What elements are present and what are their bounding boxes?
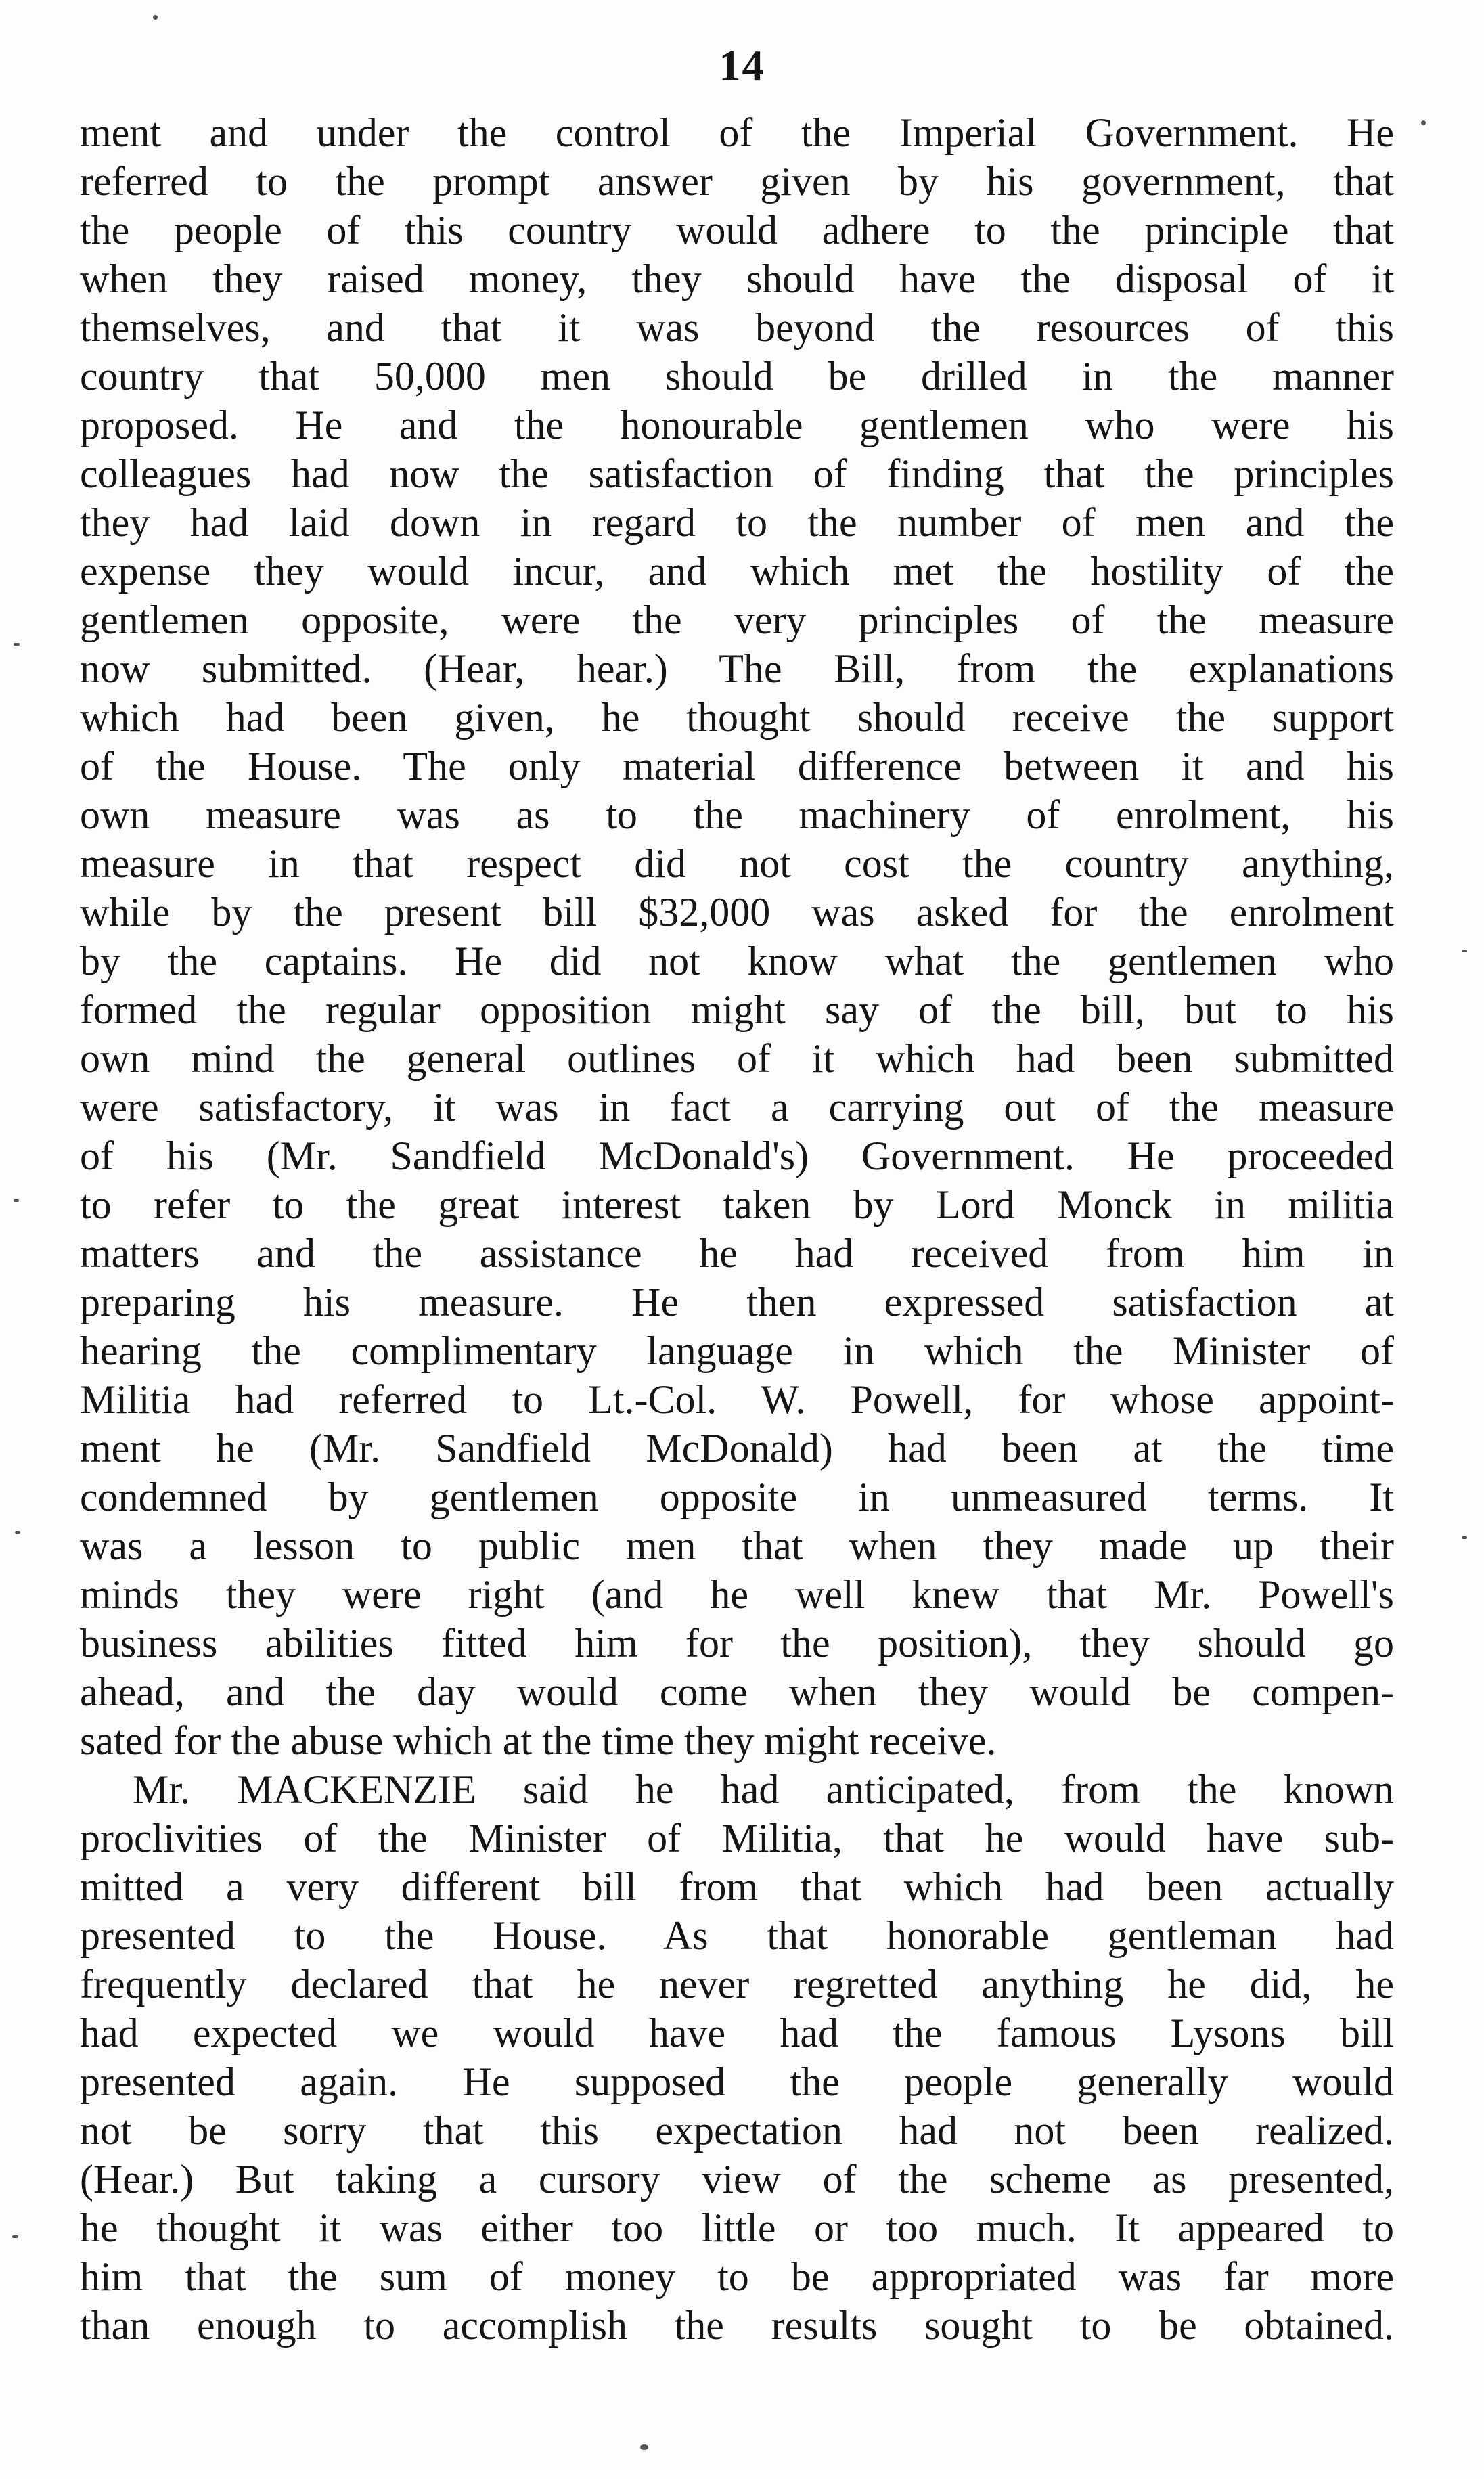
- text-line: by the captains. He did not know what the gentlemen who: [80, 939, 1394, 983]
- text-line: condemned by gentlemen opposite in unmeasured terms. It: [80, 1475, 1394, 1519]
- scan-speck: [640, 2444, 648, 2450]
- text-line: ment and under the control of the Imperial Government. He: [80, 110, 1394, 155]
- paragraph-militia-debate: [80, 108, 1394, 1765]
- text-line: proposed. He and the honourable gentlemen who were his: [80, 403, 1394, 447]
- scan-speck: [12, 2235, 18, 2238]
- scan-speck: [1462, 1536, 1467, 1539]
- text-line: presented again. He supposed the people generally would: [80, 2059, 1394, 2104]
- text-line: ment he (Mr. Sandfield McDonald) had been at the time: [80, 1426, 1394, 1471]
- text-line: expense they would incur, and which met the hostility of the: [80, 549, 1394, 594]
- text-line: of the House. The only material difference between it and his: [80, 744, 1394, 788]
- text-line: presented to the House. As that honorable gentleman had: [80, 1913, 1394, 1958]
- text-line: (Hear.) But taking a cursory view of the scheme as presented,: [80, 2157, 1394, 2202]
- text-line: not be sorry that this expectation had not been realized.: [80, 2108, 1394, 2153]
- text-line: own mind the general outlines of it which had been submitted: [80, 1036, 1394, 1081]
- text-line: while by the present bill $32,000 was asked for the enrolment: [80, 890, 1394, 935]
- text-line: they had laid down in regard to the number of men and the: [80, 500, 1394, 545]
- text-line: minds they were right (and he well knew that Mr. Powell's: [80, 1572, 1394, 1617]
- text-line: own measure was as to the machinery of enrolment, his: [80, 792, 1394, 837]
- text-line: were satisfactory, it was in fact a carrying out of the measure: [80, 1085, 1394, 1130]
- scan-speck: [15, 1531, 20, 1534]
- scan-speck: [14, 1199, 19, 1202]
- text-line: preparing his measure. He then expressed satisfaction at: [80, 1280, 1394, 1324]
- text-line: he thought it was either too little or too much. It appeared to: [80, 2206, 1394, 2250]
- text-line: frequently declared that he never regretted anything he did, he: [80, 1962, 1394, 2007]
- text-line: proclivities of the Minister of Militia, that he would have sub-: [80, 1816, 1394, 1860]
- scan-speck: [153, 15, 158, 20]
- text-line: matters and the assistance he had received from him in: [80, 1231, 1394, 1276]
- scan-speck: [1421, 120, 1426, 125]
- text-line: themselves, and that it was beyond the resources of this: [80, 305, 1394, 350]
- text-line: now submitted. (Hear, hear.) The Bill, from the explanations: [80, 646, 1394, 691]
- text-line: when they raised money, they should have the disposal of it: [80, 256, 1394, 301]
- text-line: to refer to the great interest taken by Lord Monck in militia: [80, 1182, 1394, 1227]
- text-line: Mr. MACKENZIE said he had anticipated, from the known: [133, 1767, 1394, 1812]
- text-line: gentlemen opposite, were the very principles of the measure: [80, 598, 1394, 642]
- text-line: Militia had referred to Lt.-Col. W. Powell, for whose appoint-: [80, 1377, 1394, 1422]
- text-line: than enough to accomplish the results sought to be obtained.: [80, 2303, 1394, 2348]
- text-line: business abilities fitted him for the position), they should go: [80, 1621, 1394, 1666]
- paragraph-mackenzie-reply: [80, 1765, 1394, 2350]
- scan-speck: [14, 643, 20, 646]
- text-line: of his (Mr. Sandfield McDonald's) Government. He proceeded: [80, 1134, 1394, 1178]
- scan-speck: [1462, 950, 1467, 952]
- text-line: sated for the abuse which at the time they might receive.: [80, 1718, 997, 1763]
- text-line: referred to the prompt answer given by his government, that: [80, 159, 1394, 204]
- text-line: had expected we would have had the famous Lysons bill: [80, 2011, 1394, 2055]
- page-number: 14: [719, 41, 765, 89]
- text-line: hearing the complimentary language in which the Minister of: [80, 1328, 1394, 1373]
- text-line: measure in that respect did not cost the country anything,: [80, 841, 1394, 886]
- text-line: formed the regular opposition might say of the bill, but to his: [80, 987, 1394, 1032]
- text-line: the people of this country would adhere to the principle that: [80, 208, 1394, 252]
- text-line: mitted a very different bill from that which had been actually: [80, 1864, 1394, 1909]
- text-line: which had been given, he thought should receive the support: [80, 695, 1394, 740]
- text-line: ahead, and the day would come when they would be compen-: [80, 1670, 1394, 1714]
- text-line: colleagues had now the satisfaction of finding that the principles: [80, 451, 1394, 496]
- text-line: country that 50,000 men should be drilled in the manner: [80, 354, 1394, 399]
- text-line: him that the sum of money to be appropriated was far more: [80, 2254, 1394, 2299]
- text-line: was a lesson to public men that when they made up their: [80, 1523, 1394, 1568]
